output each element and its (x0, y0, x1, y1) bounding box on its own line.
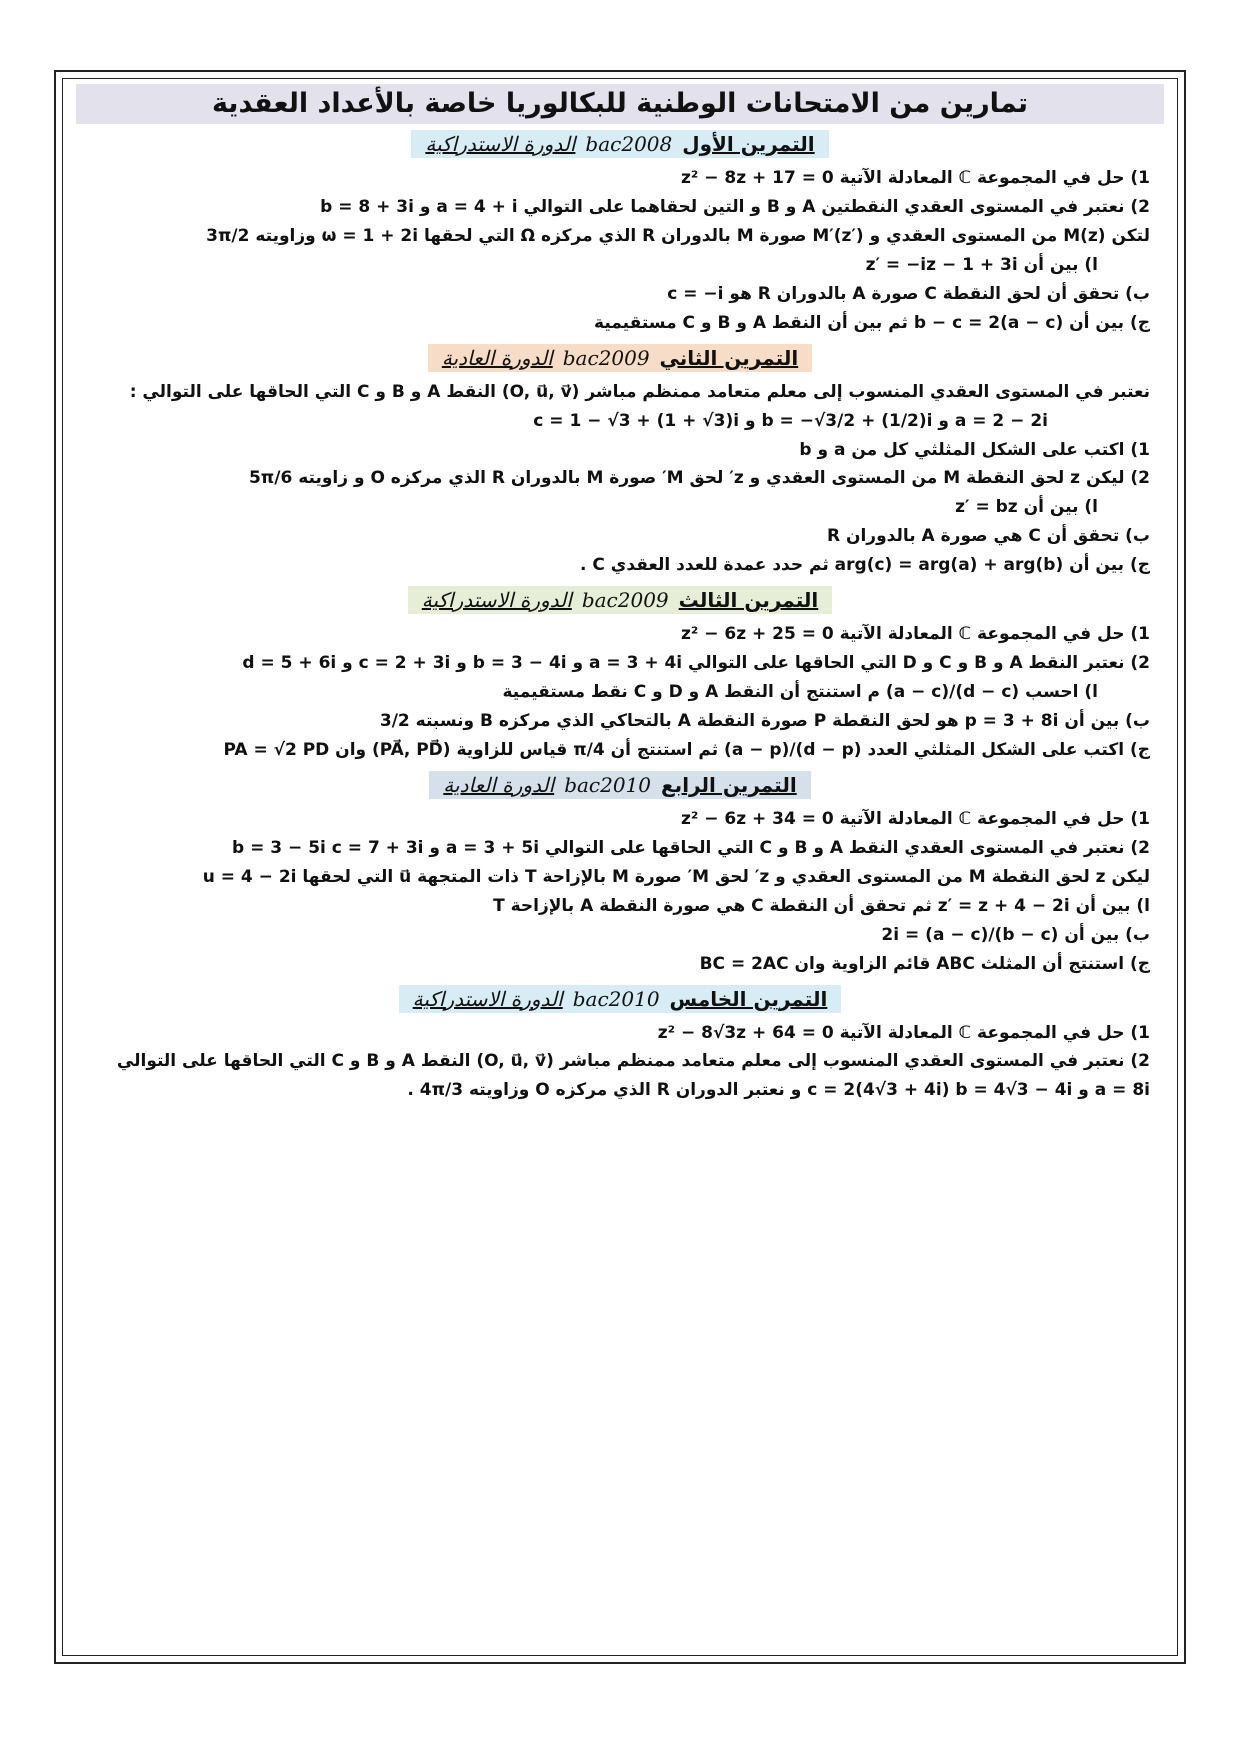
exercise-line: 1) حل في المجموعة ℂ المعادلة الآتية z² − 8z + 17 = 0 (680, 168, 1150, 188)
exercise-session: الدورة الاستدراكية (412, 986, 563, 1011)
exercise-4 (72, 771, 1168, 979)
exercise-session: الدورة العادية (443, 772, 555, 797)
exercise-year: bac2009 (581, 588, 669, 613)
exercise-5 (72, 985, 1168, 1106)
exercise-line: لتكن M(z) من المستوى العقدي و M′(z′) صورة M بالدوران R الذي مركزه Ω التي لحقها ω = 1 + 2i وزاويته 3π/2 (206, 225, 1150, 246)
exercise-badge (399, 985, 842, 1013)
exercise-line: ج) استنتج أن المثلث ABC قائم الزاوية وان BC = 2AC (699, 953, 1150, 974)
exercise-session: الدورة العادية (441, 345, 553, 370)
exercise-year: bac2010 (572, 986, 660, 1011)
exercise-line: 1) حل في المجموعة ℂ المعادلة الآتية z² − 6z + 25 = 0 (680, 624, 1150, 645)
exercise-line: 1) حل في المجموعة ℂ المعادلة الآتية z² − 8√3z + 64 = 0 (657, 1022, 1150, 1043)
exercise-session: الدورة الاستدراكية (421, 588, 572, 613)
exercise-line: ا) بين أن z′ = z + 4 − 2i ثم تحقق أن النقطة C هي صورة النقطة A بالإزاحة T (493, 895, 1150, 916)
exercise-header (72, 985, 1168, 1013)
exercise-line: ا) بين أن z′ = bz (955, 497, 1098, 518)
exercise-line: ب) بين أن p = 3 + 8i هو لحق النقطة P صورة النقطة A بالتحاكي الذي مركزه B ونسبته 3/2 (379, 711, 1150, 731)
exercise-line: ا) بين أن z′ = −iz − 1 + 3i (865, 254, 1098, 275)
exercise-year: bac2010 (564, 772, 652, 797)
exercise-title: التمرين الثالث (678, 588, 819, 613)
exercise-line: 2) نعتبر في المستوى العقدي المنسوب إلى معلم متعامد ممنظم مباشر (O, u⃗, v⃗) النقط A و B و C التي الحاقها على التوالي (116, 1051, 1150, 1072)
exercise-header (72, 771, 1168, 799)
page-title: تمارين من الامتحانات الوطنية للبكالوريا خاصة بالأعداد العقدية (76, 84, 1164, 124)
exercise-line: ج) اكتب على الشكل المثلثي العدد (d − p)/(a − p) ثم استنتج أن π/4 قياس للزاوية (PA⃗, PD⃗) وان PA = √2 PD (223, 739, 1150, 760)
exercise-line: ب) تحقق أن C هي صورة A بالدوران R (826, 526, 1150, 547)
exercise-line: a = 8i و c = 2(4√3 + 4i) b = 4√3 − 4i و نعتبر الدوران R الذي مركزه O وزاويته 4π/3 . (407, 1080, 1150, 1101)
exercise-year: bac2008 (585, 132, 673, 156)
exercise-badge (408, 586, 832, 614)
exercise-header (72, 586, 1168, 614)
exercise-badge (429, 771, 810, 799)
exercise-title: التمرين الرابع (661, 772, 797, 797)
exercise-1 (72, 130, 1168, 338)
exercise-line: 1) حل في المجموعة ℂ المعادلة الآتية z² − 6z + 34 = 0 (680, 808, 1150, 829)
exercise-year: bac2009 (562, 345, 650, 370)
exercise-header (72, 344, 1168, 372)
exercise-line: 2) نعتبر في المستوى العقدي النقط A و B و C التي الحاقها على التوالي a = 3 + 5i و b = 3 − 5i c = 7 + 3i (232, 837, 1150, 858)
exercise-line: ليكن z لحق النقطة M من المستوى العقدي و z′ لحق M′ صورة M بالإزاحة T ذات المتجهة u⃗ التي لحقها u = 4 − 2i (202, 866, 1150, 887)
exercise-title: التمرين الأول (682, 132, 815, 156)
exercise-line: 2) نعتبر النقط A و B و C و D التي الحاقها على التوالي a = 3 + 4i و b = 3 − 4i و c = 2 + 3i و d = 5 + 6i (242, 653, 1150, 674)
exercise-2 (72, 344, 1168, 581)
exercise-3 (72, 586, 1168, 765)
exercise-line: ب) بين أن (b − c)/(a − c) = 2i (881, 924, 1150, 945)
exercise-line: 2) ليكن z لحق النقطة M من المستوى العقدي و z′ لحق M′ صورة M بالدوران R الذي مركزه O و زاويته 5π/6 (248, 468, 1150, 489)
exercise-title: التمرين الخامس (669, 986, 828, 1011)
exercise-line: ا) احسب (d − c)/(a − c) م استنتج أن النقط A و D و C نقط مستقيمية (502, 682, 1098, 703)
exercise-header (72, 130, 1168, 158)
exercise-session: الدورة الاستدراكية (425, 132, 576, 156)
exercise-line: نعتبر في المستوى العقدي المنسوب إلى معلم متعامد ممنظم مباشر (O, u⃗, v⃗) النقط A و B و C التي الحاقها على التوالي : (129, 381, 1150, 402)
exercise-badge (411, 130, 828, 158)
exercise-title: التمرين الثاني (659, 345, 799, 370)
exercise-line: ج) بين أن arg(c) = arg(a) + arg(b) ثم حدد عمدة للعدد العقدي C . (580, 555, 1150, 576)
exercise-line: a = 2 − 2i و b = −√3/2 + (1/2)i و c = 1 − √3 + (1 + √3)i (533, 410, 1048, 431)
exercise-line: 2) نعتبر في المستوى العقدي النقطتين A و B و التين لحقاهما على التوالي a = 4 + i و b = 8 + 3i (320, 196, 1150, 217)
exercise-line: 1) اكتب على الشكل المثلثي كل من a و b (799, 439, 1150, 460)
exercise-line: ج) بين أن b − c = 2(a − c) ثم بين أن النقط A و B و C مستقيمية (594, 312, 1150, 333)
worksheet (72, 84, 1168, 1105)
exercise-line: ب) تحقق أن لحق النقطة C صورة A بالدوران R هو c = −i (667, 283, 1150, 304)
exercise-badge (428, 344, 812, 372)
